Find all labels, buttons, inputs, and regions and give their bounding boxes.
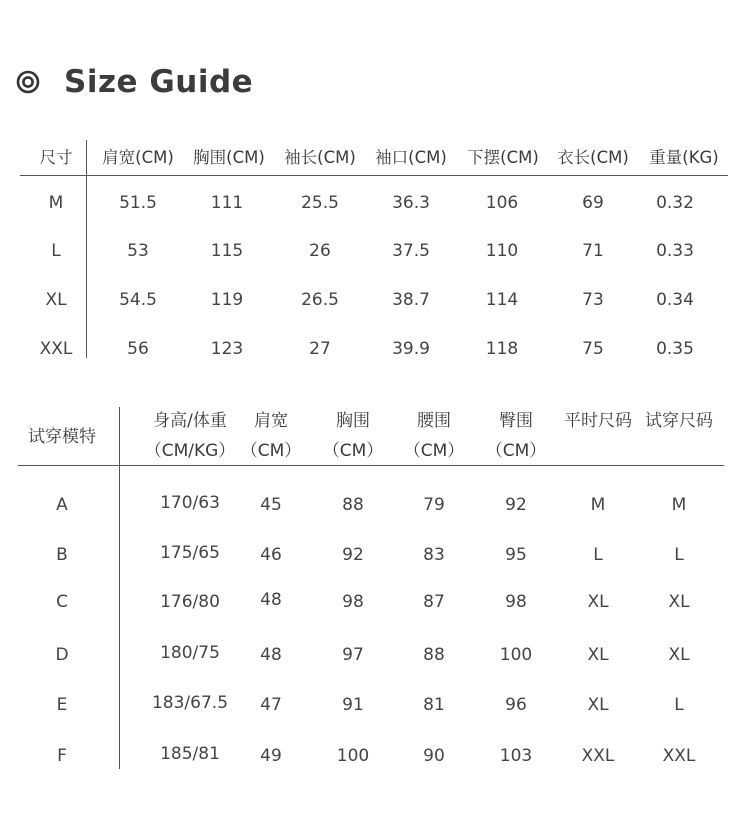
size-cell: 25.5 <box>301 193 339 213</box>
size-table-header: 肩宽(CM) <box>102 148 174 167</box>
model-cell: 97 <box>342 645 364 665</box>
model-table-header: 试穿模特 <box>28 427 96 447</box>
size-cell: 73 <box>582 290 604 310</box>
size-cell: 110 <box>485 241 519 261</box>
size-cell: 54.5 <box>119 290 157 310</box>
model-table-header: 胸围 <box>336 411 370 431</box>
size-cell: 51.5 <box>119 193 157 213</box>
model-table-header-unit: （CM） <box>403 441 465 461</box>
model-cell: 92 <box>342 545 364 565</box>
size-cell: 106 <box>485 193 519 213</box>
model-cell: M <box>590 495 606 515</box>
size-table-header: 下摆(CM) <box>467 148 539 167</box>
model-cell: D <box>55 645 69 665</box>
model-cell: 183/67.5 <box>151 693 229 713</box>
model-cell: 81 <box>423 695 445 715</box>
size-cell: 39.9 <box>392 339 430 359</box>
size-cell: 56 <box>127 339 149 359</box>
size-cell: 0.32 <box>656 193 694 213</box>
column-divider <box>86 140 87 358</box>
size-cell: 0.34 <box>656 290 694 310</box>
model-table-header: 腰围 <box>417 411 451 431</box>
size-table-header: 胸围(CM) <box>193 148 265 167</box>
model-cell: 95 <box>505 545 527 565</box>
size-cell: 114 <box>485 290 519 310</box>
size-cell: 38.7 <box>392 290 430 310</box>
model-table-header-unit: （CM） <box>485 441 547 461</box>
model-cell: XL <box>587 695 609 715</box>
size-cell: 37.5 <box>392 241 430 261</box>
size-cell: 69 <box>582 193 604 213</box>
size-table-header: 袖口(CM) <box>375 148 447 167</box>
model-cell: XL <box>587 645 609 665</box>
model-cell: 45 <box>260 495 282 515</box>
size-cell: 119 <box>210 290 244 310</box>
model-cell: XXL <box>581 746 615 766</box>
model-table-header-unit: （CM/KG） <box>144 441 236 461</box>
header-divider <box>18 465 724 466</box>
size-cell: 111 <box>210 193 244 213</box>
model-table-header: 平时尺码 <box>564 411 632 431</box>
model-cell: 92 <box>505 495 527 515</box>
model-cell: XL <box>668 645 690 665</box>
model-cell: A <box>56 495 68 515</box>
model-cell: 49 <box>260 746 282 766</box>
size-table-header: 衣长(CM) <box>557 148 629 167</box>
model-cell: 98 <box>342 592 364 612</box>
size-cell: XL <box>45 290 67 310</box>
model-cell: 100 <box>336 746 370 766</box>
model-table-header: 肩宽 <box>254 411 288 431</box>
size-cell: 118 <box>485 339 519 359</box>
model-table-header: 试穿尺码 <box>645 411 713 431</box>
size-cell: 27 <box>309 339 331 359</box>
model-cell: B <box>56 545 68 565</box>
size-cell: 123 <box>210 339 244 359</box>
page-title: Size Guide <box>64 64 254 100</box>
model-cell: 91 <box>342 695 364 715</box>
size-cell: 115 <box>210 241 244 261</box>
model-cell: XL <box>668 592 690 612</box>
model-cell: L <box>674 695 684 715</box>
model-table-header-unit: （CM） <box>322 441 384 461</box>
model-cell: 88 <box>342 495 364 515</box>
model-cell: 100 <box>499 645 533 665</box>
model-cell: 175/65 <box>160 543 220 563</box>
size-cell: 0.33 <box>656 241 694 261</box>
size-table-header: 尺寸 <box>39 148 73 167</box>
model-cell: C <box>56 592 68 612</box>
model-cell: L <box>593 545 603 565</box>
size-cell: 0.35 <box>656 339 694 359</box>
model-cell: 98 <box>505 592 527 612</box>
size-cell: 75 <box>582 339 604 359</box>
model-cell: 170/63 <box>160 493 220 513</box>
model-cell: 87 <box>423 592 445 612</box>
size-cell: 26 <box>309 241 331 261</box>
model-cell: 46 <box>260 545 282 565</box>
model-table-header: 臀围 <box>499 411 533 431</box>
size-cell: XXL <box>39 339 73 359</box>
size-cell: 71 <box>582 241 604 261</box>
model-cell: 96 <box>505 695 527 715</box>
model-cell: 180/75 <box>160 643 220 663</box>
column-divider <box>119 407 120 769</box>
model-cell: 103 <box>499 746 533 766</box>
size-cell: 36.3 <box>392 193 430 213</box>
model-cell: 83 <box>423 545 445 565</box>
header-divider <box>20 175 728 176</box>
model-table-header-unit: （CM） <box>240 441 302 461</box>
model-cell: XL <box>587 592 609 612</box>
size-cell: L <box>51 241 61 261</box>
model-cell: L <box>674 545 684 565</box>
model-cell: 47 <box>260 695 282 715</box>
size-table-header: 袖长(CM) <box>284 148 356 167</box>
size-cell: 26.5 <box>301 290 339 310</box>
model-cell: M <box>671 495 687 515</box>
model-cell: E <box>56 695 68 715</box>
target-circle-icon <box>16 70 40 94</box>
model-cell: F <box>57 746 67 766</box>
size-cell: 53 <box>127 241 149 261</box>
size-table-header: 重量(KG) <box>649 148 719 167</box>
size-cell: M <box>48 193 64 213</box>
model-cell: 176/80 <box>160 592 220 612</box>
model-cell: 88 <box>423 645 445 665</box>
model-cell: 79 <box>423 495 445 515</box>
model-cell: 48 <box>260 645 282 665</box>
model-cell: 48 <box>260 590 282 610</box>
model-cell: 90 <box>423 746 445 766</box>
title-row <box>16 62 253 102</box>
model-cell: XXL <box>662 746 696 766</box>
model-table-header: 身高/体重 <box>153 411 227 431</box>
model-cell: 185/81 <box>160 744 220 764</box>
